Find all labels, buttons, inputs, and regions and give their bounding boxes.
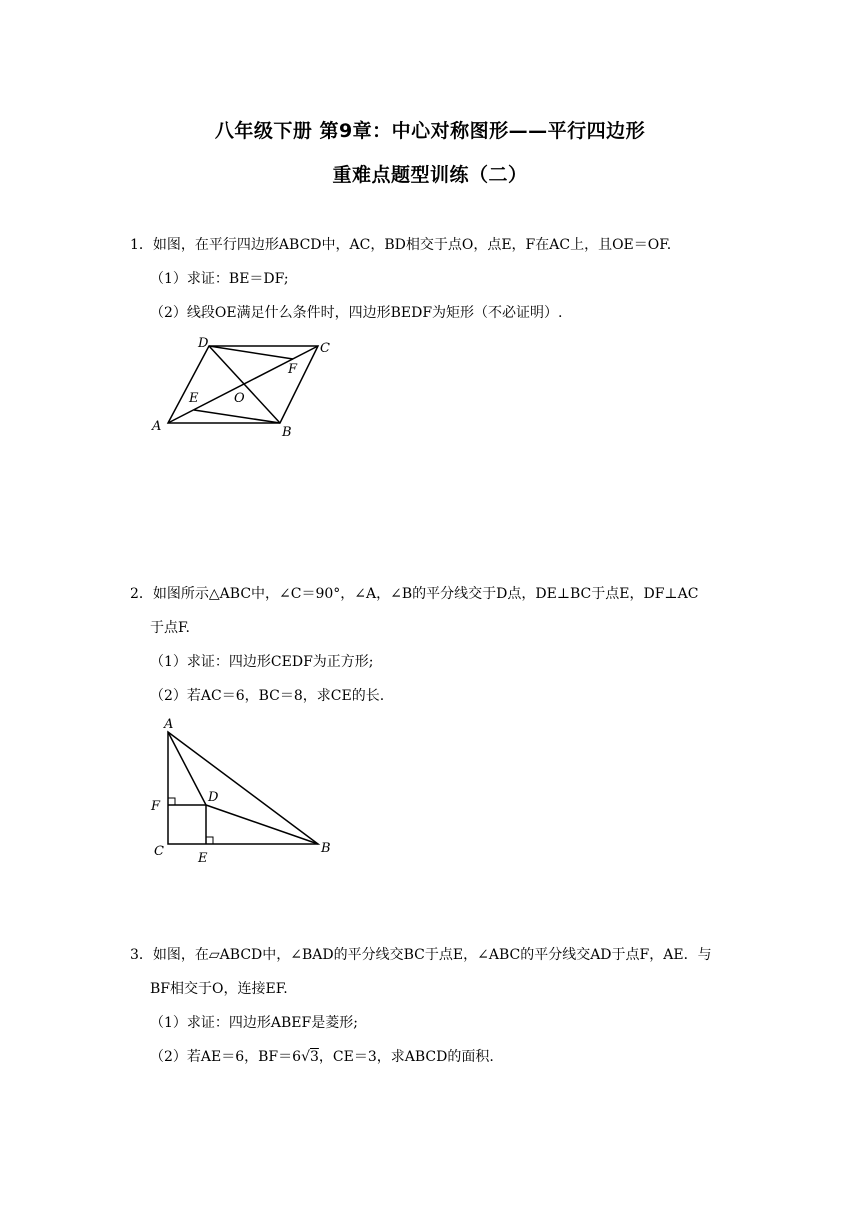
q2-right-angle-e xyxy=(206,837,213,844)
q1-label-a: A xyxy=(152,419,162,434)
q2-label-c: C xyxy=(154,844,164,859)
page-title-line1: 八年级下册 第9章：中心对称图形——平行四边形 xyxy=(214,120,646,142)
q1-stem: 1．如图，在平行四边形ABCD中，AC，BD相交于点O，点E，F在AC上，且OE＝OF. xyxy=(130,237,672,253)
q1-parallelogram-figure xyxy=(140,330,350,440)
q2-segment-bd xyxy=(206,805,318,844)
q1-segment-be xyxy=(194,410,280,423)
q1-label-f: F xyxy=(288,362,298,377)
q3-part2-sqrt-radicand: 3 xyxy=(309,1049,319,1065)
q1-part1: （1）求证：BE＝DF; xyxy=(150,271,289,287)
q2-label-e: E xyxy=(198,851,208,866)
q2-right-angle-f xyxy=(168,798,175,805)
q2-label-f: F xyxy=(151,799,161,814)
q3-part2-suffix: ，CE＝3，求ABCD的面积. xyxy=(318,1049,494,1065)
q2-label-d: D xyxy=(208,790,219,805)
q1-label-b: B xyxy=(282,425,292,440)
q1-label-o: O xyxy=(234,391,245,406)
q1-part2: （2）线段OE满足什么条件时，四边形BEDF为矩形（不必证明）. xyxy=(150,305,563,321)
page-title-line2: 重难点题型训练（二） xyxy=(332,164,528,186)
q1-label-c: C xyxy=(320,341,330,356)
q1-diagonal-ac xyxy=(168,346,318,423)
q2-triangle-figure xyxy=(140,712,340,867)
q3-part2 xyxy=(150,1047,494,1067)
q2-stem-line1: 2．如图所示△ABC中，∠C＝90°，∠A，∠B的平分线交于D点，DE⊥BC于点E，DF⊥AC xyxy=(130,586,699,602)
q3-stem-line2: BF相交于O，连接EF. xyxy=(150,981,288,997)
q1-label-d: D xyxy=(198,336,209,351)
q1-segment-df xyxy=(209,346,293,359)
q2-segment-ad xyxy=(168,732,206,805)
q3-stem-line1: 3．如图，在▱ABCD中，∠BAD的平分线交BC于点E，∠ABC的平分线交AD于点F，AE．与 xyxy=(130,947,712,963)
q2-part1: （1）求证：四边形CEDF为正方形; xyxy=(150,654,374,670)
q2-part2: （2）若AC＝6，BC＝8，求CE的长. xyxy=(150,688,385,704)
q2-label-a: A xyxy=(164,717,174,732)
q3-part1: （1）求证：四边形ABEF是菱形; xyxy=(150,1015,358,1031)
q2-triangle-abc xyxy=(168,732,318,844)
q1-label-e: E xyxy=(189,391,199,406)
sqrt-icon: √ xyxy=(301,1049,310,1065)
q2-label-b: B xyxy=(321,841,331,856)
q1-diagonal-bd xyxy=(209,346,280,423)
q3-part2-prefix: （2）若AE＝6，BF＝6 xyxy=(150,1049,302,1065)
q2-stem-line2: 于点F. xyxy=(150,620,190,636)
